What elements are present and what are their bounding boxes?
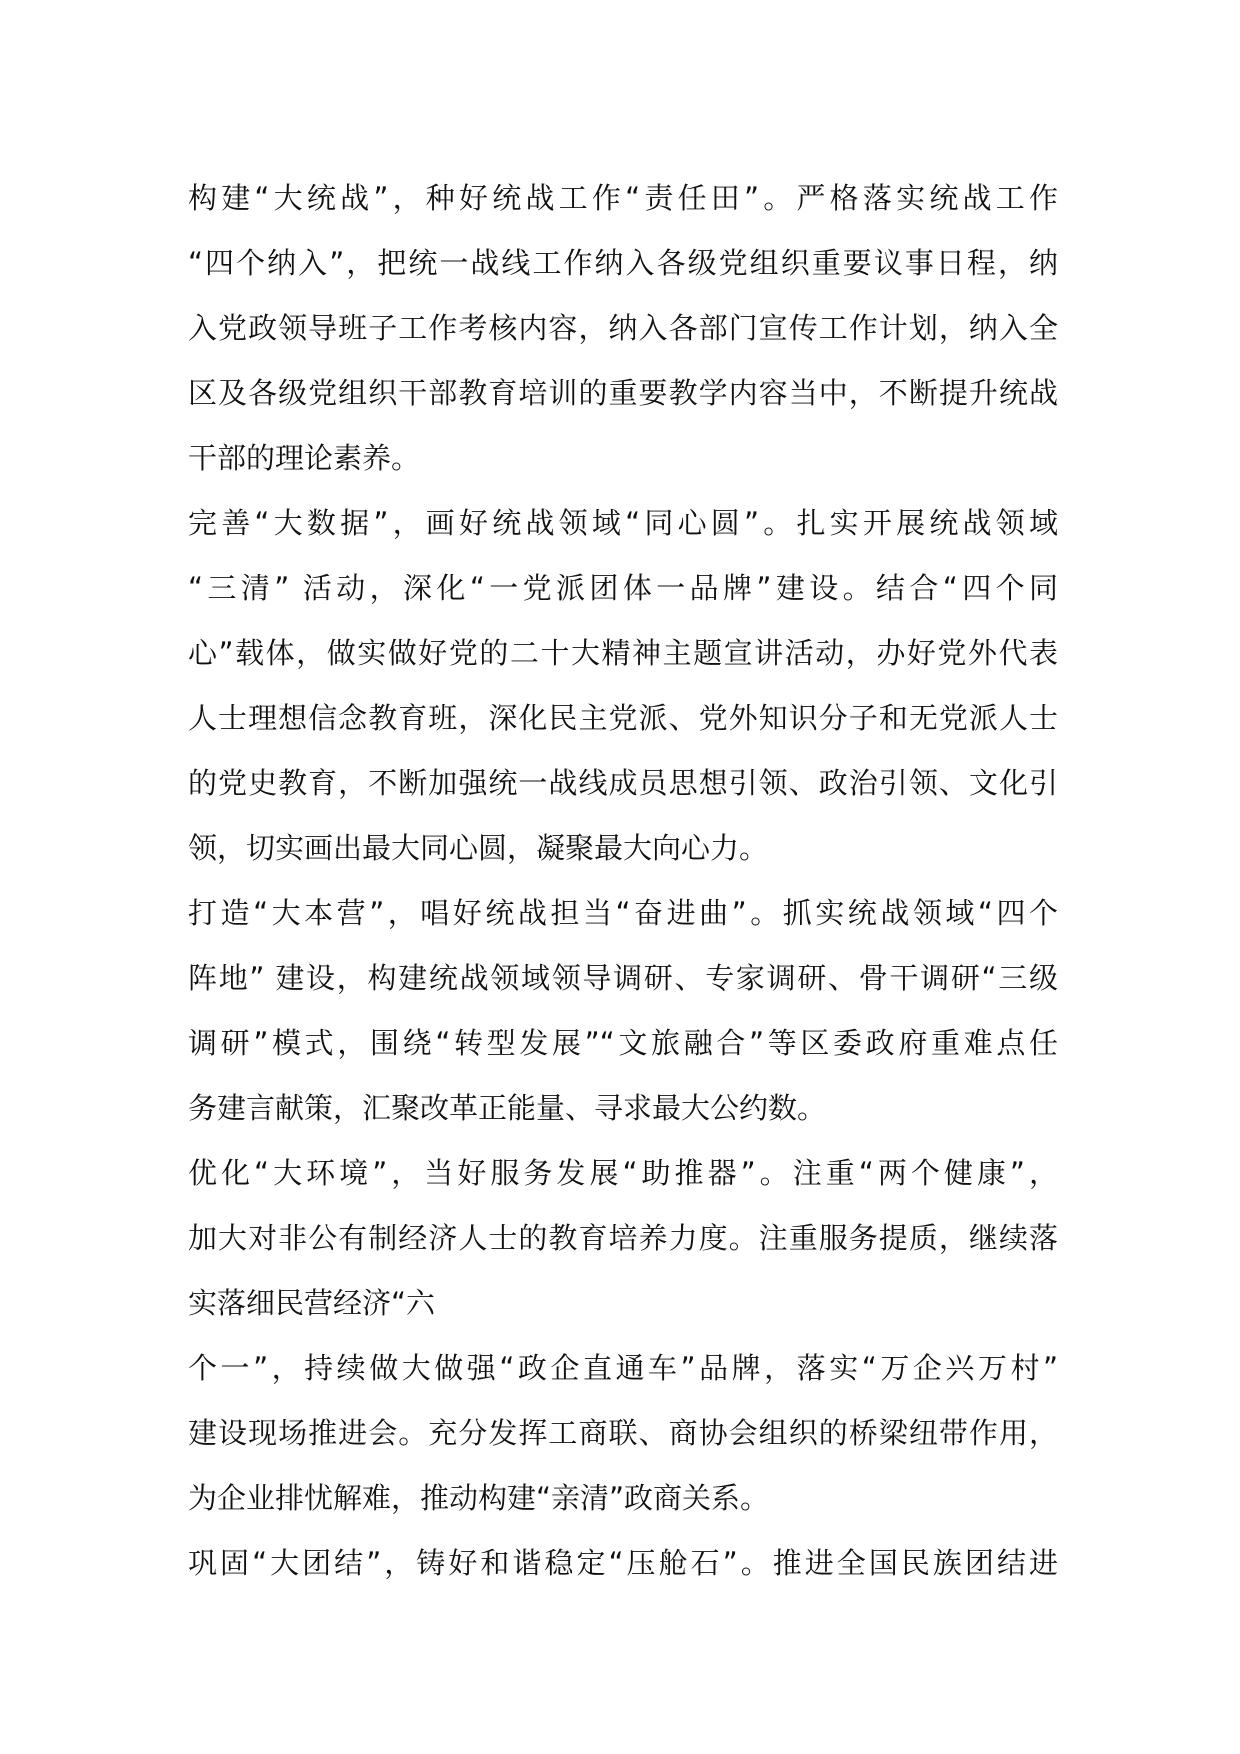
text-line: 干部的理论素养。	[188, 441, 421, 475]
text-line: 务建言献策，汇聚改革正能量、寻求最大公约数。	[188, 1091, 827, 1125]
text-line: 个一”，持续做大做强“政企直通车”品牌，落实“万企兴万村”	[188, 1351, 1058, 1385]
text-line: 实落细民营经济“六	[188, 1286, 436, 1320]
text-line: 心”载体，做实做好党的二十大精神主题宣讲活动，办好党外代表	[188, 636, 1058, 670]
text-line: 建设现场推进会。充分发挥工商联、商协会组织的桥梁纽带作用，	[188, 1416, 1058, 1450]
text-line: 调研”模式，围绕“转型发展”“文旅融合”等区委政府重难点任	[188, 1026, 1058, 1060]
text-line: 优化“大环境”，当好服务发展“助推器”。注重“两个健康”，	[188, 1156, 1058, 1190]
text-line: 构建“大统战”，种好统战工作“责任田”。严格落实统战工作	[188, 181, 1058, 215]
text-line: 巩固“大团结”，铸好和谐稳定“压舱石”。推进全国民族团结进	[188, 1546, 1058, 1580]
document-body	[188, 166, 1058, 1596]
text-line: 加大对非公有制经济人士的教育培养力度。注重服务提质，继续落	[188, 1221, 1058, 1255]
text-line: 打造“大本营”，唱好统战担当“奋进曲”。抓实统战领域“四个	[188, 896, 1058, 930]
text-line: 区及各级党组织干部教育培训的重要教学内容当中，不断提升统战	[188, 376, 1058, 410]
text-line: 人士理想信念教育班，深化民主党派、党外知识分子和无党派人士	[188, 701, 1058, 735]
text-line: “三清” 活动，深化“一党派团体一品牌”建设。结合“四个同	[188, 571, 1058, 605]
text-line: 为企业排忧解难，推动构建“亲清”政商关系。	[188, 1481, 770, 1515]
text-line: 阵地” 建设，构建统战领域领导调研、专家调研、骨干调研“三级	[188, 961, 1058, 995]
text-line: 入党政领导班子工作考核内容，纳入各部门宣传工作计划，纳入全	[188, 311, 1058, 345]
text-line: 完善“大数据”，画好统战领域“同心圆”。扎实开展统战领域	[188, 506, 1058, 540]
text-line: “四个纳入”，把统一战线工作纳入各级党组织重要议事日程，纳	[188, 246, 1058, 280]
text-line: 的党史教育，不断加强统一战线成员思想引领、政治引领、文化引	[188, 766, 1058, 800]
text-line: 领，切实画出最大同心圆，凝聚最大向心力。	[188, 831, 769, 865]
